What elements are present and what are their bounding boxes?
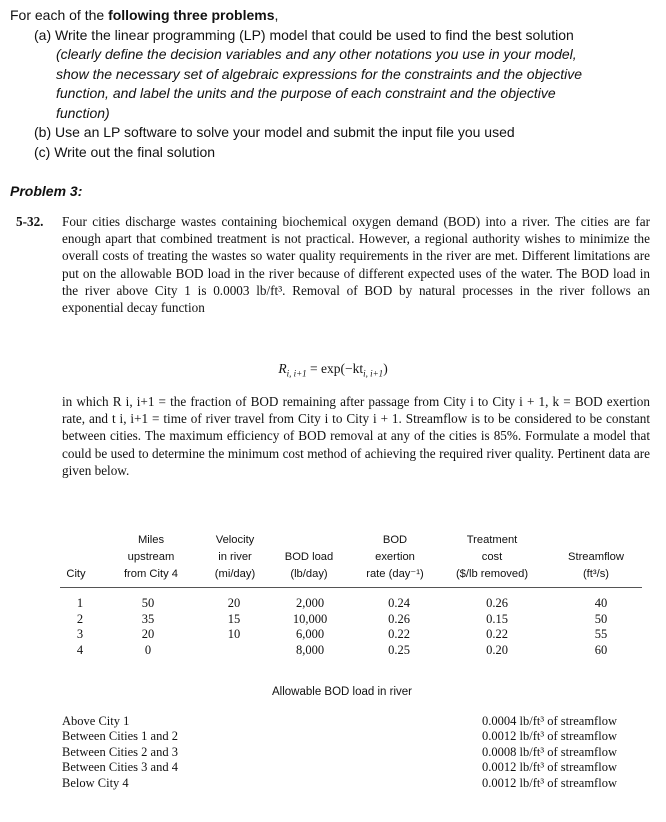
- header-bod-load-2: (lb/day): [290, 568, 328, 580]
- col-exertion: [374, 596, 424, 658]
- cell-bod-load: 8,000: [295, 642, 325, 657]
- cell-cost: 0.22: [486, 627, 508, 641]
- cell-cost: 0.20: [486, 642, 508, 657]
- problem-heading: Problem 3:: [10, 183, 83, 199]
- equation-lhs-subscript: i, i+1: [286, 368, 307, 379]
- part-a-line-4: function, and label the units and the purpose of each constraint and the objective: [56, 85, 556, 101]
- allowable-title: Allowable BOD load in river: [272, 686, 412, 698]
- allowable-limit: 0.0012 lb/ft³ of streamflow: [482, 729, 617, 744]
- cell-streamflow: 60: [594, 642, 608, 657]
- allowable-location: Below City 4: [62, 775, 129, 790]
- cell-miles: 35: [141, 611, 155, 626]
- header-miles-3: from City 4: [123, 568, 179, 580]
- header-velocity-3: (mi/day): [214, 568, 256, 580]
- header-streamflow: [550, 549, 642, 583]
- cell-city: 2: [76, 611, 84, 626]
- problem-body: Four cities discharge wastes containing biochemical oxygen demand (BOD) into a river. The cities are far enough apart that combined treatment is not practical. However, a regional authority wishes to minimize the overall costs of treating the wastes so water quality requirements in the river are met. Different limitations are put on the allowable BOD load in the river because of different expected uses of the water. The BOD load in the river above City 1 is 0.0003 lb/ft³. Removal of BOD by natural processes in the river follows an exponential decay function: [62, 214, 650, 316]
- header-exertion-2: exertion: [375, 551, 415, 563]
- header-treatment-3: ($/lb removed): [455, 568, 529, 580]
- header-treatment: [442, 532, 542, 583]
- intro-bold: following three problems: [108, 7, 275, 23]
- col-bod-load: [280, 596, 340, 658]
- header-city: City: [66, 568, 86, 580]
- cell-miles: 50: [141, 596, 155, 610]
- col-cost: [472, 596, 522, 658]
- header-velocity-2: in river: [218, 551, 252, 563]
- equation-lhs: R: [278, 361, 287, 376]
- cell-miles: 0: [144, 642, 152, 657]
- allowable-location: Between Cities 2 and 3: [62, 744, 178, 759]
- equation-close: ): [383, 361, 388, 376]
- part-a-line-2: (clearly define the decision variables and any other notations you use in your model,: [56, 46, 577, 62]
- header-treatment-1: Treatment: [466, 534, 518, 546]
- intro-line: [10, 6, 658, 26]
- header-miles: [106, 532, 196, 583]
- intro-prefix: For each of the: [10, 7, 109, 23]
- cell-city: 3: [76, 627, 84, 641]
- cell-miles: 20: [141, 627, 155, 641]
- cell-streamflow: 55: [594, 627, 608, 641]
- cell-cost: 0.15: [486, 611, 508, 626]
- cell-exertion: 0.25: [388, 642, 410, 657]
- intro-suffix: ,: [274, 7, 279, 23]
- allowable-locations: [62, 714, 178, 791]
- cell-bod-load: 2,000: [295, 596, 325, 610]
- cell-bod-load: 10,000: [292, 611, 328, 626]
- decay-equation: [0, 361, 666, 379]
- cell-velocity: 10: [227, 627, 241, 641]
- cell-cost: 0.26: [486, 596, 508, 610]
- instructions-block: [10, 6, 658, 162]
- cell-exertion: 0.24: [388, 596, 410, 610]
- col-velocity: [214, 596, 254, 643]
- problem-paragraph-1: [16, 213, 650, 316]
- allowable-limit: 0.0012 lb/ft³ of streamflow: [482, 760, 617, 775]
- header-velocity: [200, 532, 270, 583]
- equation-rhs-subscript: i, i+1: [363, 368, 384, 379]
- col-miles: [128, 596, 168, 658]
- problem-paragraph-2: in which R i, i+1 = the fraction of BOD remaining after passage from City i to City i + 1, k = BOD exertion rate, and t i, i+1 = time of river travel from City i to City i + 1. Streamflow is to be considered to be constant between cities. The maximum efficiency of BOD removal at any of the cities is 85%. Formulate a model that could be used to determine the minimum cost method of achieving the required river quality. Pertinent data are given below.: [62, 394, 650, 478]
- col-streamflow: [576, 596, 626, 658]
- header-miles-1: Miles: [137, 534, 165, 546]
- problem-number: 5-32.: [16, 214, 44, 229]
- cell-bod-load: 6,000: [295, 627, 325, 641]
- cell-city: 1: [76, 596, 84, 610]
- allowable-limits: [482, 714, 617, 791]
- part-c-line: (c) Write out the final solution: [34, 143, 216, 160]
- header-exertion: [352, 532, 438, 583]
- part-a-line-5: function): [56, 104, 110, 121]
- cell-streamflow: 40: [594, 596, 608, 610]
- header-exertion-3: rate (day⁻¹): [366, 568, 424, 580]
- cell-city: 4: [76, 642, 84, 657]
- cell-velocity: 15: [227, 611, 241, 626]
- allowable-location: Above City 1: [62, 714, 130, 728]
- cell-exertion: 0.26: [388, 611, 410, 626]
- header-exertion-1: BOD: [382, 534, 408, 546]
- header-bod-load-1: BOD load: [284, 551, 334, 563]
- allowable-location: Between Cities 1 and 2: [62, 729, 178, 744]
- header-treatment-2: cost: [481, 551, 503, 563]
- allowable-limit: 0.0004 lb/ft³ of streamflow: [482, 714, 617, 728]
- cell-streamflow: 50: [594, 611, 608, 626]
- header-rule: [60, 587, 642, 588]
- header-streamflow-1: Streamflow: [568, 551, 624, 563]
- allowable-limit: 0.0012 lb/ft³ of streamflow: [482, 775, 617, 790]
- cell-velocity: 20: [227, 596, 241, 610]
- cell-exertion: 0.22: [388, 627, 410, 641]
- header-velocity-1: Velocity: [215, 534, 255, 546]
- part-b-line: (b) Use an LP software to solve your model and submit the input file you used: [34, 124, 515, 140]
- header-streamflow-2: (ft³/s): [582, 568, 610, 580]
- header-bod-load: [272, 549, 346, 583]
- part-a-line-3: show the necessary set of algebraic expressions for the constraints and the objective: [56, 65, 583, 82]
- allowable-location: Between Cities 3 and 4: [62, 760, 178, 775]
- header-miles-2: upstream: [127, 551, 175, 563]
- part-a-line-1: (a) Write the linear programming (LP) model that could be used to find the best solution: [34, 26, 574, 43]
- equation-rhs: = exp(−kt: [306, 361, 364, 376]
- allowable-limit: 0.0008 lb/ft³ of streamflow: [482, 744, 617, 759]
- col-city: [70, 596, 90, 658]
